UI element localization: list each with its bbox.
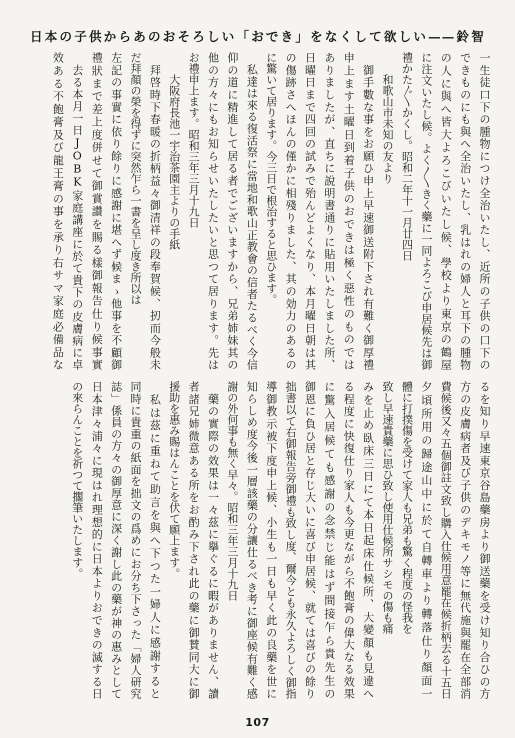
text-column: 誌」係員の方々の御厚意に深く謝し此の藥が神の惠みとして	[109, 381, 123, 699]
text-column: 大阪府長池一宇治茶園主よりの手紙	[167, 52, 181, 250]
text-column: 拙書以て右御報告旁御禮も致し度、爾今とも永久よろしく御指	[284, 381, 298, 699]
text-column: るを知り早速東京谷島藥房より御送藥を受け知り合ひの方	[478, 381, 491, 699]
text-column: 禮狀まで差上度併せて御賞讚を賜る樣御報告仕り候事實	[90, 52, 104, 370]
text-column: 知らしめ度今後一層該藥の分讓仕るべき考に御座候有難く感	[245, 381, 259, 699]
text-column: 同時に貴重の紙面を拙文の爲めにお分ち下さった「婦人研究	[128, 381, 142, 699]
text-column: 援助を惠み賜はんことを伏て願上ます。	[167, 381, 181, 579]
text-column: 私は茲に重ねて助言を與へ下つた一婦人に感謝すると	[148, 381, 162, 699]
text-column: 者諸兄姉微意ある所をお酌み下され此の藥に御賛同大に御	[187, 381, 201, 699]
text-column: に驚いて居ります。今三日で根治すると思ひます。	[264, 52, 278, 305]
text-column: 仰の道に精進して居る者でございますから、兄弟姉妹其の	[225, 52, 239, 370]
text-column: 私達は來る復活祭に當地和歌山正教會の信者たるべく今信	[245, 52, 259, 370]
text-column: 方の皮膚病者及び子供のデキモノ等に無代施與罷在全部消	[458, 381, 472, 699]
text-column: 致し早速貴藥に思ひ致し使用仕候所サシモの傷も痛	[381, 381, 395, 634]
text-column: 御手數な事をお願ひ申上早速御送附下され有難く御厚禮	[361, 52, 375, 370]
text-column: 導御教示被下度申上候、小生も一日も早く此の良藥を世に	[264, 381, 278, 699]
upper-text-block	[48, 52, 494, 370]
text-column: 左記の事實に依り餘りに感謝に堪へず候まゝ他事を不顧御	[109, 52, 123, 370]
text-column: 藥の實際の效果は一々茲に擧ぐるに暇がありません、讀	[206, 381, 220, 699]
text-column: みを止め臥床三日にて本日起床仕候所、大變顏も見違へ	[361, 381, 375, 699]
text-column: 日本津々浦々に現はれ理想的に日本よりおできの滅する日	[90, 381, 104, 699]
text-column: 謝の外何事も無く早々。昭和三年三月十九日	[225, 381, 239, 601]
page-number: 107	[245, 716, 270, 729]
lower-text-block	[67, 381, 494, 699]
text-column: に注文いたし候。よく〳〵きく藥に一同よろこび申居候先は御	[419, 52, 433, 370]
text-column: 他の方々にもお知らせいたしたいと思つて居ります。先は	[206, 52, 220, 370]
text-column: お禮申上ます。昭和三年三月十九日	[187, 52, 201, 228]
text-column: 禮かた〴〵かくし。昭和二年十一月廿四日	[400, 52, 414, 261]
text-column: の傷跡さへほんの僅かに相殘りました、其の効力のあるの	[284, 52, 298, 370]
text-column: 御恩に負ひ居と存じ大いに喜び申居候、就ては喜びの餘り	[303, 381, 317, 699]
text-column: 夕頃所用の歸途山中に於て自轉車より轉落仕り顏面一	[419, 381, 433, 699]
text-column: 體に打撲傷を受けて家人も兄弟も驚く程度の怪我を	[400, 381, 414, 634]
text-column: の人に與へ皆大よろこびいたし候、學校より東京の鶴屋	[439, 52, 453, 370]
text-column: だ拜顏の榮を得ずに突然乍ら一書を呈し度き所以は	[128, 52, 142, 305]
text-column: 一生徒口下の腫物につけ全治いたし、近所の子供の口下の	[478, 52, 491, 370]
text-column: る程度に快復仕り家人も今更ながら不飽膏の偉大なる效果	[342, 381, 356, 699]
text-column: 和歌山市未知の友より	[381, 52, 395, 184]
text-column: 拜啓時下春暖の折柄益々御清祥の段奉賀候、扨而今般未	[148, 52, 162, 370]
text-column: 去る本月一日JOBK家庭講座に於て貴下の皮膚病に卓	[70, 52, 84, 370]
text-column: 日曜日まで四回の試みで殆んどよくなり、本月曜日朝は其	[303, 52, 317, 370]
text-column: 申上ます土曜日到着子供のおできは極く惡性のものでは	[342, 52, 356, 370]
text-column: に驚入居候ても感謝の念禁じ能はず間接乍ら貴先生の	[322, 381, 336, 699]
text-column: ありましたが、直ちに說明書通りに貼用いたしました所、	[322, 52, 336, 370]
text-column: の來らんことを祈つて擱筆いたします。	[70, 381, 84, 579]
text-column: できものにも與へ全治いたし、乳はれの婦人と耳下の腫物	[458, 52, 472, 370]
article-title: 日本の子供からあのおそろしい「おでき」をなくして欲しい——鈴智	[30, 29, 485, 44]
text-column: 費候後又々五個御註文致し購入仕候用意罷在候折柄去る十五日	[439, 381, 453, 699]
text-column: 效ある不飽膏及び龍王膏の事を承り右サマ家庭必備品な	[51, 52, 65, 370]
